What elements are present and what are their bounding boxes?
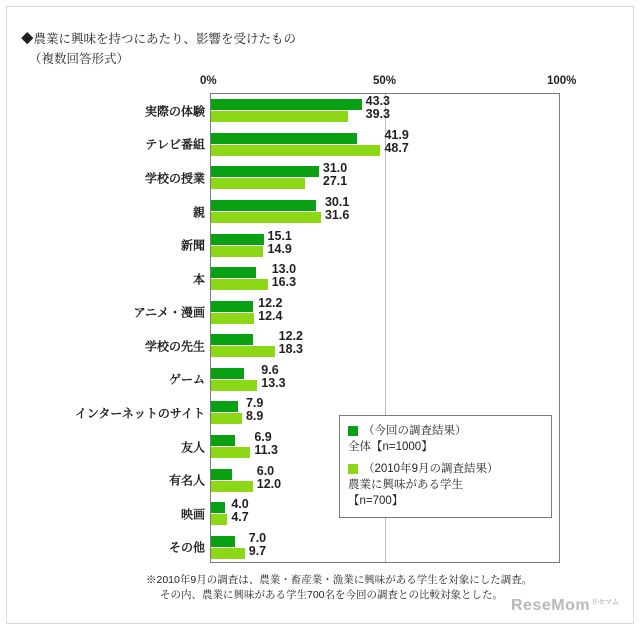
bar-series-b (211, 548, 245, 559)
legend-label-a-line2: 全体【n=1000】 (348, 441, 433, 453)
chart-frame (6, 6, 634, 624)
category-label: 本 (192, 272, 205, 287)
table-row (180, 228, 559, 258)
category-label: 新聞 (180, 238, 205, 253)
value-label-series-a: 9.6 (261, 362, 279, 377)
footnote-line-1: ※2010年9月の調査は、農業・畜産業・漁業に興味がある学生を対象にした調査。 (146, 574, 533, 586)
legend-label-b-line3: 【n=700】 (348, 495, 404, 507)
value-label-series-a: 7.0 (248, 530, 267, 545)
value-label-series-a: 7.9 (245, 396, 264, 411)
bar-series-b (211, 413, 242, 424)
bar-series-b (211, 246, 263, 257)
bar-series-b (211, 447, 250, 458)
bar-series-a (211, 99, 362, 110)
value-label-series-b: 14.9 (267, 241, 292, 256)
bar-series-a (211, 435, 235, 446)
table-row (168, 362, 559, 392)
category-label: 映画 (180, 507, 205, 522)
value-label-series-a: 43.3 (365, 94, 391, 109)
category-label: ゲーム (168, 372, 205, 387)
value-label-series-a: 6.0 (256, 463, 275, 478)
value-label-series-b: 18.3 (278, 342, 304, 357)
value-label-series-b: 11.3 (254, 443, 278, 457)
table-row (133, 295, 559, 325)
bar-series-a (211, 166, 319, 177)
value-label-series-b: 48.7 (384, 140, 409, 155)
watermark-text: ReseMom (510, 597, 591, 614)
bar-series-b (211, 380, 257, 391)
value-label-series-b: 31.6 (324, 208, 350, 222)
legend-label-b-line2: 農業に興味がある学生 (348, 479, 463, 491)
category-label: 有名人 (168, 473, 205, 488)
bar-series-a (211, 200, 316, 211)
footnote (146, 573, 532, 603)
value-label-series-a: 30.1 (324, 195, 350, 209)
category-label: アニメ・漫画 (133, 305, 205, 320)
category-label: 実際の体験 (144, 104, 205, 119)
legend-swatch-icon-b (348, 464, 358, 474)
footnote-line-2: その内、農業に興味がある学生700名を今回の調査との比較対象とした。 (160, 589, 504, 601)
table-row (144, 94, 559, 123)
value-label-series-b: 27.1 (322, 174, 348, 189)
bar-series-a (211, 133, 357, 144)
category-label: その他 (168, 540, 205, 555)
value-label-series-b: 16.3 (271, 275, 297, 290)
category-label: インターネットのサイト (74, 406, 205, 421)
title-line-2: （複数回答形式） (29, 52, 130, 66)
legend-swatch-icon-a (348, 426, 358, 436)
bar-series-a (211, 234, 264, 245)
bar-series-b (211, 178, 305, 189)
title-line-1: ◆農業に興味を持つにあたり、影響を受けたもの (21, 32, 297, 46)
bar-series-b (211, 514, 227, 525)
bar-series-a (211, 401, 238, 412)
value-label-series-b: 9.7 (248, 543, 267, 558)
page-title (21, 29, 296, 69)
legend-series-a (348, 423, 543, 455)
value-label-series-a: 13.0 (271, 262, 297, 277)
bar-series-a (211, 368, 244, 379)
watermark-logo (511, 597, 619, 615)
bar-series-b (211, 279, 268, 290)
bar-series-b (211, 346, 275, 357)
legend-label-a-line1: （今回の調査結果） (363, 425, 467, 437)
value-label-series-a: 12.2 (258, 295, 283, 310)
value-label-series-a: 41.9 (384, 127, 409, 142)
table-row (145, 127, 559, 157)
bar-series-a (211, 301, 253, 312)
x-tick-100: 100% (547, 75, 577, 87)
category-label: テレビ番組 (145, 137, 205, 152)
bar-series-a (211, 334, 253, 345)
table-row (144, 161, 559, 190)
value-label-series-a: 4.0 (231, 497, 249, 512)
table-row (192, 262, 559, 291)
value-label-series-b: 8.9 (245, 409, 264, 424)
table-row (168, 530, 559, 560)
value-label-series-b: 12.4 (258, 308, 283, 323)
value-label-series-a: 6.9 (254, 430, 272, 444)
table-row (192, 195, 559, 224)
value-label-series-b: 13.3 (261, 375, 286, 390)
value-label-series-b: 12.0 (256, 476, 282, 491)
value-label-series-a: 31.0 (322, 161, 348, 176)
bar-series-a (211, 502, 225, 513)
bar-series-b (211, 212, 321, 223)
bar-series-a (211, 469, 232, 480)
category-label: 学校の先生 (144, 339, 205, 354)
x-tick-0: 0% (200, 75, 217, 87)
bar-series-b (211, 313, 254, 324)
bar-series-a (211, 267, 256, 278)
value-label-series-b: 39.3 (365, 107, 391, 122)
bar-series-b (211, 111, 348, 122)
bar-series-a (211, 536, 235, 547)
category-label: 学校の授業 (144, 171, 205, 186)
value-label-series-a: 15.1 (267, 228, 292, 243)
category-label: 友人 (180, 440, 205, 454)
watermark-suffix: リセマム (591, 599, 619, 606)
bar-series-b (211, 145, 380, 156)
category-label: 親 (192, 205, 205, 219)
legend-series-b (348, 461, 543, 509)
legend-label-b-line1: （2010年9月の調査結果） (363, 463, 499, 475)
legend (339, 415, 552, 518)
value-label-series-a: 12.2 (278, 329, 304, 344)
table-row (144, 329, 559, 358)
x-tick-50: 50% (373, 75, 397, 87)
value-label-series-b: 4.7 (231, 510, 249, 525)
bar-series-b (211, 481, 253, 492)
